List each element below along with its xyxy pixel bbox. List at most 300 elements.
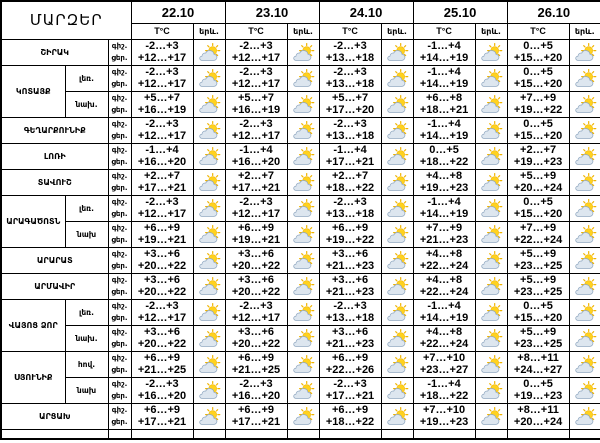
night-temp: +3…+6: [331, 274, 369, 286]
night-temp: 0…+5: [523, 118, 553, 130]
appearance-cell: [569, 403, 600, 429]
appearance-cell: [381, 221, 413, 247]
period-labels: [108, 299, 131, 325]
partly-cloudy-icon: [291, 329, 315, 348]
temperature-cell: [225, 169, 287, 195]
night-temp: +3…+6: [237, 326, 275, 338]
region-name: ԱՐԱՐԱՏ: [1, 247, 108, 273]
night-temp: +2…+7: [520, 144, 557, 156]
temperature-cell: [507, 143, 569, 169]
appearance-cell: [569, 299, 600, 325]
day-label: ցեր.: [111, 106, 128, 114]
day-header: 25.10: [413, 1, 507, 23]
partly-cloudy-icon: [479, 147, 503, 166]
temperature-cell: [413, 117, 475, 143]
partly-cloudy-icon: [385, 303, 409, 322]
period-labels: [108, 403, 131, 429]
day-temp: +17…+21: [137, 416, 187, 428]
temperature-cell: [413, 195, 475, 221]
appearance-cell-partial: [569, 429, 600, 439]
day-temp: +12…+17: [137, 130, 187, 142]
night-label: գիշ.: [111, 302, 128, 310]
period-labels-partial: [108, 429, 131, 439]
day-temp: +21…+23: [419, 234, 469, 246]
night-temp: +6…+9: [331, 404, 369, 416]
appearance-cell-partial: [381, 429, 413, 439]
night-temp: +5…+9: [520, 274, 557, 286]
appearance-cell: [193, 39, 225, 65]
appearance-cell: [381, 91, 413, 117]
day-temp: +16…+20: [231, 156, 281, 168]
subregion-label: լեռ.: [65, 65, 108, 91]
night-label: գիշ.: [111, 68, 128, 76]
partly-cloudy-icon: [197, 225, 221, 244]
temperature-cell: [507, 247, 569, 273]
temperature-cell: [131, 143, 193, 169]
appearance-cell: [569, 91, 600, 117]
partly-cloudy-icon: [385, 329, 409, 348]
night-temp: 0…+5: [523, 40, 553, 52]
appearance-cell: [381, 247, 413, 273]
night-temp: -1…+4: [427, 66, 461, 78]
day-temp: +14…+19: [419, 78, 469, 90]
temperature-cell: [507, 39, 569, 65]
appearance-cell: [381, 39, 413, 65]
appearance-cell-partial: [193, 429, 225, 439]
day-temp: +12…+17: [137, 78, 187, 90]
appearance-cell: [569, 169, 600, 195]
day-temp: +14…+19: [419, 52, 469, 64]
appearance-cell: [193, 247, 225, 273]
appearance-cell: [569, 351, 600, 377]
region-name: ԱՐԱԳԱԾՈՏՆ: [1, 195, 65, 247]
day-temp: +12…+17: [231, 208, 281, 220]
temperature-cell: [507, 195, 569, 221]
appearance-cell: [569, 247, 600, 273]
day-temp: +21…+23: [325, 260, 375, 272]
partial-row: [1, 429, 600, 439]
day-label: ցեր.: [111, 418, 128, 426]
appearance-cell: [569, 195, 600, 221]
temperature-cell: [131, 91, 193, 117]
appearance-cell: [287, 351, 319, 377]
partly-cloudy-icon: [573, 381, 597, 400]
regions-header: ՄԱՐԶԵՐ: [1, 1, 131, 39]
partly-cloudy-icon: [385, 381, 409, 400]
appearance-cell: [287, 299, 319, 325]
day-temp: +22…+26: [325, 364, 375, 376]
appearance-column-header: երև.: [569, 23, 600, 39]
appearance-cell: [569, 325, 600, 351]
day-label: ցեր.: [111, 392, 128, 400]
appearance-column-header: երև.: [287, 23, 319, 39]
period-labels: [108, 377, 131, 403]
partly-cloudy-icon: [197, 407, 221, 426]
night-temp: +6…+9: [331, 352, 369, 364]
day-temp: +17…+21: [325, 156, 375, 168]
day-label: ցեր.: [111, 314, 128, 322]
night-temp: +6…+9: [143, 352, 181, 364]
subregion-label: լեռ.: [65, 195, 108, 221]
day-temp: +13…+18: [325, 208, 375, 220]
temperature-cell: [319, 39, 381, 65]
partly-cloudy-icon: [291, 147, 315, 166]
temperature-cell: [507, 273, 569, 299]
temperature-cell: [319, 299, 381, 325]
partly-cloudy-icon: [291, 43, 315, 62]
header-row-days: [1, 1, 600, 23]
temperature-cell-partial: [225, 429, 287, 439]
temperature-cell: [413, 403, 475, 429]
forecast-row: [1, 247, 600, 273]
temperature-cell: [319, 403, 381, 429]
appearance-cell: [381, 195, 413, 221]
appearance-cell: [475, 273, 507, 299]
partly-cloudy-icon: [573, 69, 597, 88]
night-label: գիշ.: [111, 172, 128, 180]
temperature-cell: [507, 403, 569, 429]
day-temp: +19…+23: [419, 416, 469, 428]
night-temp: +2…+7: [331, 170, 369, 182]
period-labels: [108, 247, 131, 273]
temperature-cell: [319, 221, 381, 247]
night-temp: -2…+3: [239, 40, 273, 52]
temperature-cell: [413, 91, 475, 117]
partly-cloudy-icon: [385, 355, 409, 374]
temperature-cell: [507, 351, 569, 377]
subregion-label: նախ: [65, 377, 108, 403]
night-temp: +6…+9: [237, 222, 275, 234]
appearance-cell: [193, 221, 225, 247]
appearance-cell: [193, 143, 225, 169]
partly-cloudy-icon: [479, 251, 503, 270]
day-temp: +15…+20: [513, 52, 563, 64]
night-temp: -1…+4: [427, 378, 461, 390]
appearance-cell: [287, 39, 319, 65]
partly-cloudy-icon: [197, 277, 221, 296]
region-name: ԱՐՑԱԽ: [1, 403, 108, 429]
day-temp: +20…+22: [231, 338, 281, 350]
night-label: գիշ.: [111, 406, 128, 414]
night-temp: +6…+9: [237, 404, 275, 416]
region-name: ԿՈՏԱՅՔ: [1, 65, 65, 117]
appearance-cell: [569, 65, 600, 91]
region-name-partial: [1, 429, 108, 439]
appearance-cell: [287, 143, 319, 169]
partly-cloudy-icon: [573, 277, 597, 296]
night-temp: +5…+9: [520, 170, 557, 182]
night-label: գիշ.: [111, 146, 128, 154]
temperature-cell: [507, 169, 569, 195]
night-temp: -1…+4: [333, 144, 367, 156]
night-temp: +7…+9: [520, 92, 557, 104]
partly-cloudy-icon: [573, 251, 597, 270]
night-temp: -2…+3: [145, 40, 179, 52]
temperature-cell: [319, 377, 381, 403]
day-label: ցեր.: [111, 80, 128, 88]
night-label: գիշ.: [111, 354, 128, 362]
day-temp: +18…+22: [325, 182, 375, 194]
appearance-cell: [475, 299, 507, 325]
day-temp: +22…+24: [419, 338, 469, 350]
partly-cloudy-icon: [573, 147, 597, 166]
night-temp: +8…+11: [517, 352, 559, 364]
day-temp: +17…+21: [325, 390, 375, 402]
day-temp: +19…+21: [137, 234, 187, 246]
appearance-cell: [287, 195, 319, 221]
night-temp: -2…+3: [145, 66, 179, 78]
temperature-cell: [131, 221, 193, 247]
partly-cloudy-icon: [479, 199, 503, 218]
partly-cloudy-icon: [479, 95, 503, 114]
day-temp: +20…+22: [231, 286, 281, 298]
partly-cloudy-icon: [479, 277, 503, 296]
appearance-column-header: երև.: [193, 23, 225, 39]
day-temp: +19…+22: [325, 234, 375, 246]
forecast-row: [1, 221, 600, 247]
appearance-cell: [569, 377, 600, 403]
night-temp: +2…+7: [237, 170, 275, 182]
region-name: ԼՈՌԻ: [1, 143, 108, 169]
partly-cloudy-icon: [197, 173, 221, 192]
partly-cloudy-icon: [197, 43, 221, 62]
appearance-cell: [287, 221, 319, 247]
temperature-cell: [319, 195, 381, 221]
partly-cloudy-icon: [291, 381, 315, 400]
appearance-cell: [287, 273, 319, 299]
appearance-cell: [475, 195, 507, 221]
period-labels: [108, 351, 131, 377]
partly-cloudy-icon: [385, 225, 409, 244]
night-temp: +3…+6: [143, 326, 181, 338]
temperature-cell-partial: [413, 429, 475, 439]
temperature-cell: [225, 247, 287, 273]
partly-cloudy-icon: [197, 303, 221, 322]
appearance-cell: [193, 91, 225, 117]
appearance-cell: [475, 403, 507, 429]
appearance-cell: [381, 169, 413, 195]
day-label: ցեր.: [111, 158, 128, 166]
subregion-label: լեռ.: [65, 299, 108, 325]
partly-cloudy-icon: [197, 95, 221, 114]
day-label: ցեր.: [111, 288, 128, 296]
partly-cloudy-icon: [573, 407, 597, 426]
temperature-cell-partial: [507, 429, 569, 439]
temperature-column-header: T°C: [413, 23, 475, 39]
forecast-row: [1, 403, 600, 429]
temperature-cell: [225, 117, 287, 143]
day-label: ցեր.: [111, 262, 128, 270]
night-temp: +5…+7: [143, 92, 181, 104]
partly-cloudy-icon: [197, 329, 221, 348]
subregion-label: հով.: [65, 351, 108, 377]
day-temp: +20…+22: [137, 338, 187, 350]
temperature-cell: [507, 91, 569, 117]
day-temp: +23…+25: [513, 260, 563, 272]
partly-cloudy-icon: [197, 381, 221, 400]
night-temp: +7…+9: [520, 222, 557, 234]
appearance-cell-partial: [287, 429, 319, 439]
day-temp: +12…+17: [231, 78, 281, 90]
day-label: ցեր.: [111, 132, 128, 140]
temperature-cell: [413, 325, 475, 351]
day-temp: +20…+22: [137, 286, 187, 298]
day-temp: +13…+18: [325, 78, 375, 90]
partly-cloudy-icon: [573, 121, 597, 140]
partly-cloudy-icon: [385, 69, 409, 88]
day-temp: +16…+20: [137, 156, 187, 168]
night-label: գիշ.: [111, 198, 128, 206]
night-temp: -2…+3: [333, 300, 367, 312]
day-temp: +16…+20: [137, 390, 187, 402]
day-temp: +19…+22: [513, 104, 563, 116]
day-temp: +18…+21: [419, 104, 469, 116]
night-temp: +4…+8: [426, 248, 463, 260]
night-label: գիշ.: [111, 94, 128, 102]
appearance-cell: [193, 65, 225, 91]
temperature-cell: [507, 325, 569, 351]
appearance-cell: [569, 221, 600, 247]
partly-cloudy-icon: [291, 95, 315, 114]
night-temp: +7…+9: [426, 222, 463, 234]
partly-cloudy-icon: [385, 147, 409, 166]
region-name: ՇԻՐԱԿ: [1, 39, 108, 65]
appearance-cell: [193, 195, 225, 221]
day-header: 26.10: [507, 1, 600, 23]
temperature-cell: [507, 117, 569, 143]
day-temp: +14…+19: [419, 208, 469, 220]
temperature-column-header: T°C: [507, 23, 569, 39]
night-temp: +5…+7: [331, 92, 369, 104]
partly-cloudy-icon: [479, 43, 503, 62]
appearance-cell: [193, 117, 225, 143]
night-temp: -2…+3: [145, 300, 179, 312]
partly-cloudy-icon: [291, 251, 315, 270]
night-temp: +3…+6: [143, 274, 181, 286]
appearance-cell: [475, 91, 507, 117]
day-temp: +16…+19: [231, 104, 281, 116]
partly-cloudy-icon: [479, 329, 503, 348]
appearance-cell: [287, 377, 319, 403]
temperature-cell: [225, 195, 287, 221]
day-temp: +18…+22: [419, 390, 469, 402]
night-temp: 0…+5: [523, 378, 553, 390]
temperature-cell: [413, 247, 475, 273]
temperature-cell: [131, 247, 193, 273]
night-temp: -1…+4: [427, 118, 461, 130]
day-header: 22.10: [131, 1, 225, 23]
period-labels: [108, 117, 131, 143]
temperature-cell: [225, 403, 287, 429]
day-temp: +21…+25: [137, 364, 187, 376]
temperature-cell: [131, 351, 193, 377]
appearance-cell: [287, 403, 319, 429]
night-temp: +3…+6: [331, 326, 369, 338]
period-labels: [108, 221, 131, 247]
forecast-row: [1, 325, 600, 351]
day-label: ցեր.: [111, 54, 128, 62]
night-temp: +7…+10: [422, 404, 466, 416]
table-body: [1, 39, 600, 439]
temperature-cell: [131, 169, 193, 195]
temperature-cell: [131, 117, 193, 143]
appearance-cell: [287, 117, 319, 143]
night-temp: 0…+5: [523, 196, 553, 208]
temperature-cell: [507, 221, 569, 247]
temperature-cell: [131, 325, 193, 351]
temperature-cell: [319, 91, 381, 117]
day-temp: +19…+23: [513, 390, 563, 402]
temperature-cell: [225, 221, 287, 247]
temperature-cell: [225, 351, 287, 377]
appearance-cell: [381, 325, 413, 351]
partly-cloudy-icon: [573, 303, 597, 322]
subregion-label: նախ.: [65, 325, 108, 351]
appearance-cell: [193, 377, 225, 403]
day-temp: +21…+23: [325, 286, 375, 298]
appearance-cell: [475, 351, 507, 377]
appearance-cell: [193, 351, 225, 377]
appearance-cell: [569, 143, 600, 169]
night-temp: +6…+9: [331, 222, 369, 234]
appearance-cell: [193, 169, 225, 195]
partly-cloudy-icon: [291, 69, 315, 88]
night-temp: -2…+3: [239, 66, 273, 78]
day-temp: +15…+20: [513, 130, 563, 142]
region-name: ՎԱՅՈՑ ՁՈՐ: [1, 299, 65, 351]
night-temp: -2…+3: [145, 196, 179, 208]
day-temp: +21…+23: [325, 338, 375, 350]
day-temp: +20…+22: [231, 260, 281, 272]
temperature-cell: [507, 299, 569, 325]
day-temp: +12…+17: [137, 52, 187, 64]
period-labels: [108, 169, 131, 195]
temperature-cell: [319, 169, 381, 195]
night-label: գիշ.: [111, 250, 128, 258]
day-label: ցեր.: [111, 236, 128, 244]
temperature-cell-partial: [319, 429, 381, 439]
temperature-cell: [131, 195, 193, 221]
temperature-column-header: T°C: [225, 23, 287, 39]
period-labels: [108, 195, 131, 221]
day-temp: +15…+20: [513, 78, 563, 90]
region-name: ԱՐՄԱՎԻՐ: [1, 273, 108, 299]
night-temp: 0…+5: [523, 66, 553, 78]
day-temp: +15…+20: [513, 312, 563, 324]
temperature-cell: [319, 351, 381, 377]
night-temp: -2…+3: [239, 300, 273, 312]
day-temp: +23…+25: [513, 338, 563, 350]
partly-cloudy-icon: [479, 407, 503, 426]
appearance-cell: [381, 65, 413, 91]
appearance-cell: [287, 65, 319, 91]
temperature-cell: [413, 221, 475, 247]
partly-cloudy-icon: [385, 199, 409, 218]
appearance-cell: [193, 299, 225, 325]
appearance-cell: [381, 403, 413, 429]
day-temp: +20…+24: [513, 416, 563, 428]
partly-cloudy-icon: [197, 199, 221, 218]
period-labels: [108, 325, 131, 351]
partly-cloudy-icon: [291, 225, 315, 244]
appearance-cell: [475, 221, 507, 247]
appearance-cell: [475, 377, 507, 403]
temperature-cell: [413, 351, 475, 377]
appearance-cell: [287, 169, 319, 195]
night-temp: -2…+3: [333, 40, 367, 52]
partly-cloudy-icon: [573, 329, 597, 348]
day-temp: +19…+23: [513, 156, 563, 168]
